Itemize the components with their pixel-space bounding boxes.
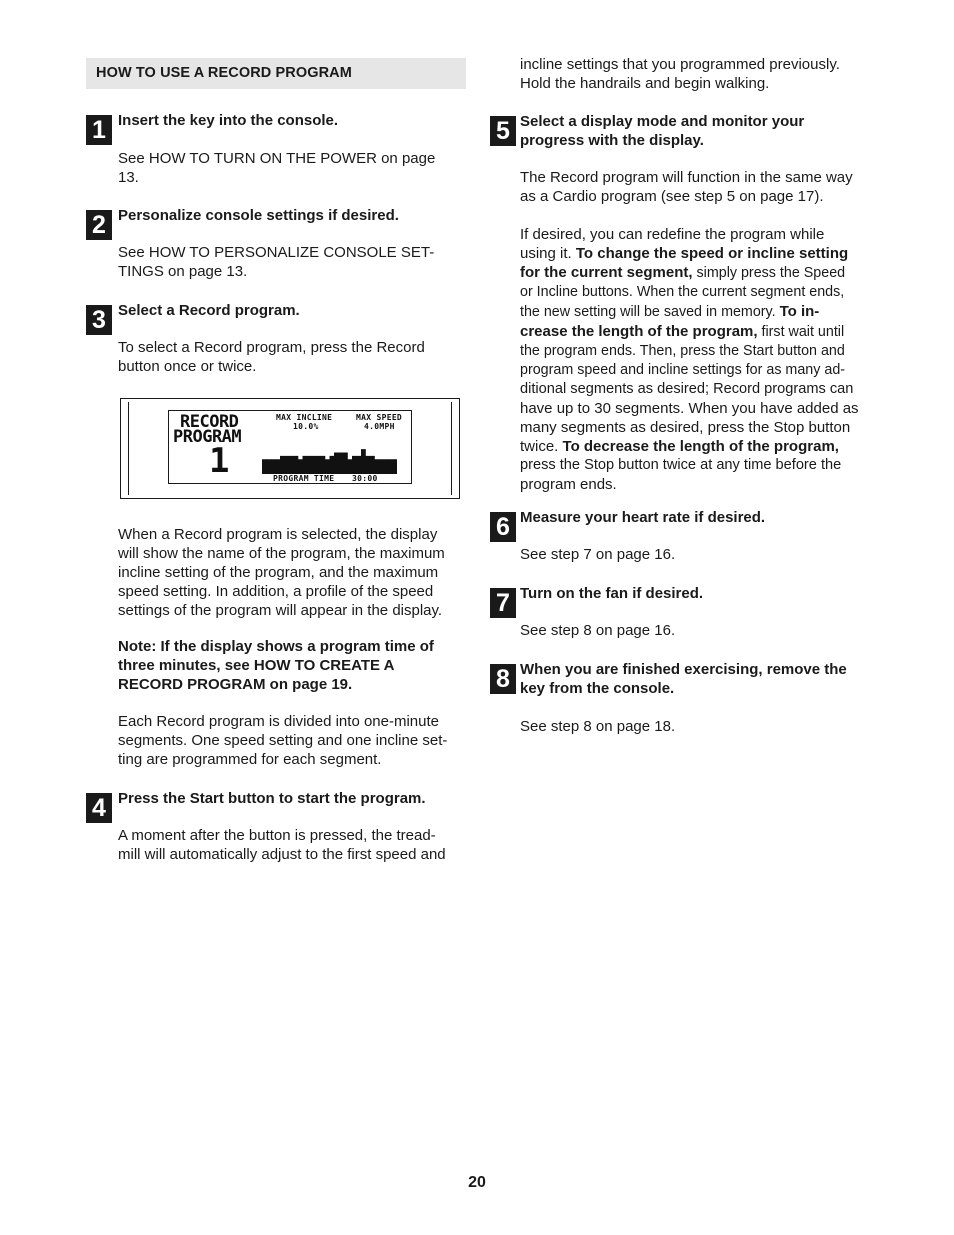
profile-bar <box>379 459 384 474</box>
lcd-title-line1: RECORD <box>180 412 239 432</box>
note-line: RECORD PROGRAM on page 19. <box>118 676 353 693</box>
step-4 <box>118 789 468 864</box>
display-description <box>118 525 468 620</box>
paragraph-line: settings of the program will appear in the display. <box>118 602 443 619</box>
emphasis-run: To in- <box>779 303 820 320</box>
step-4-continued <box>520 55 870 93</box>
step-5-heading-line: Select a display mode and monitor your <box>520 113 805 130</box>
lcd-max-speed-value: 4.0MPH <box>364 422 395 431</box>
note-line: three minutes, see HOW TO CREATE A <box>118 657 395 674</box>
step-number-2: 2 <box>86 210 112 240</box>
step-number-3: 3 <box>86 305 112 335</box>
profile-bar <box>298 459 303 474</box>
profile-bar <box>388 459 393 474</box>
step-3 <box>118 301 464 376</box>
profile-bar <box>271 459 276 474</box>
step-number-4: 4 <box>86 793 112 823</box>
step-6-heading: Measure your heart rate if desired. <box>520 509 766 526</box>
step-8-heading-line: key from the console. <box>520 680 675 697</box>
profile-bar <box>316 456 321 474</box>
profile-bar <box>352 456 357 474</box>
paragraph-line: ditional segments as desired; Record programs can <box>520 381 854 397</box>
step-1 <box>118 111 464 187</box>
profile-bar <box>321 456 326 474</box>
page-number: 20 <box>468 1174 486 1191</box>
paragraph-line: If desired, you can redefine the program while <box>520 226 825 243</box>
profile-bar <box>361 449 366 474</box>
step-number-6: 6 <box>490 512 516 542</box>
paragraph-line: program speed and incline settings for as many ad- <box>520 362 846 378</box>
section-title: HOW TO USE A RECORD PROGRAM <box>86 58 466 89</box>
profile-bar <box>312 456 317 474</box>
step-number-8: 8 <box>490 664 516 694</box>
profile-bar <box>280 456 285 474</box>
paragraph-line: incline setting of the program, and the maximum <box>118 564 439 581</box>
profile-bar <box>334 453 339 475</box>
step-number-5: 5 <box>490 116 516 146</box>
paragraph-line: Hold the handrails and begin walking. <box>520 75 770 92</box>
step-1-heading: Insert the key into the console. <box>118 112 339 129</box>
step-3-body-line: To select a Record program, press the Record <box>118 339 425 356</box>
step-5-paragraph-2 <box>520 225 870 494</box>
step-2-body-line: TINGS on page 13. <box>118 263 248 280</box>
paragraph-line: When a Record program is selected, the display <box>118 526 438 543</box>
profile-bar <box>267 459 272 474</box>
paragraph-line <box>520 263 870 283</box>
step-2 <box>118 206 464 281</box>
profile-bar <box>325 459 330 474</box>
step-4-body-line: mill will automatically adjust to the first speed and <box>118 846 446 863</box>
step-7-heading: Turn on the fan if desired. <box>520 585 704 602</box>
step-6 <box>520 508 870 564</box>
text-run: twice. <box>520 438 563 455</box>
text-run: simply press the Speed <box>692 265 846 281</box>
profile-bar <box>370 456 375 474</box>
step-3-heading: Select a Record program. <box>118 302 300 319</box>
step-3-body-line: button once or twice. <box>118 358 257 375</box>
paragraph-line: segments. One speed setting and one incline set- <box>118 732 448 749</box>
step-8-body-line: See step 8 on page 18. <box>520 718 676 735</box>
profile-bar <box>285 456 290 474</box>
profile-bar <box>375 459 380 474</box>
emphasis-run: To decrease the length of the program, <box>562 438 839 455</box>
step-2-heading: Personalize console settings if desired. <box>118 207 399 224</box>
step-4-body-line: A moment after the button is pressed, the tread- <box>118 827 436 844</box>
step-5 <box>520 112 870 150</box>
profile-bar <box>294 456 299 474</box>
step-1-body-line: See HOW TO TURN ON THE POWER on page <box>118 150 436 167</box>
step-8-heading-line: When you are finished exercising, remove the <box>520 661 847 678</box>
console-display-illustration <box>120 398 460 499</box>
paragraph-line: or Incline buttons. When the current segment ends, <box>520 284 845 300</box>
step-6-body-line: See step 7 on page 16. <box>520 546 676 563</box>
profile-bar <box>393 459 398 474</box>
lcd-program-time-label: PROGRAM TIME <box>273 474 335 483</box>
step-5-paragraph-1 <box>520 168 870 206</box>
profile-bar <box>339 453 344 475</box>
lcd-max-incline-value: 10.0% <box>293 422 319 431</box>
emphasis-run: crease the length of the program, <box>520 323 758 340</box>
profile-bar <box>289 456 294 474</box>
paragraph-line <box>520 302 870 322</box>
profile-bar <box>384 459 389 474</box>
paragraph-line <box>520 244 870 263</box>
profile-bar <box>307 456 312 474</box>
lcd-title-line2: PROGRAM <box>173 427 242 447</box>
paragraph-line: ting are programmed for each segment. <box>118 751 382 768</box>
paragraph-line: many segments as desired, press the Stop button <box>520 419 851 436</box>
lcd-max-incline-label: MAX INCLINE <box>276 413 333 422</box>
profile-bar <box>276 459 281 474</box>
step-4-heading: Press the Start button to start the program. <box>118 790 426 807</box>
paragraph-line: speed setting. In addition, a profile of the speed <box>118 583 434 600</box>
emphasis-run: To change the speed or incline setting <box>575 245 849 262</box>
step-2-body-line: See HOW TO PERSONALIZE CONSOLE SET- <box>118 244 435 261</box>
profile-bar <box>330 456 335 474</box>
step-5-heading-line: progress with the display. <box>520 132 704 149</box>
lcd-program-number: 1 <box>209 441 230 481</box>
profile-bar <box>366 456 371 474</box>
note-line: Note: If the display shows a program time of <box>118 638 434 655</box>
paragraph-line: will show the name of the program, the maximum <box>118 545 445 562</box>
paragraph-line: have up to 30 segments. When you have added as <box>520 400 859 417</box>
profile-bar <box>303 456 308 474</box>
step-number-1: 1 <box>86 115 112 145</box>
paragraph-line: as a Cardio program (see step 5 on page 17). <box>520 188 824 205</box>
profile-bar <box>357 456 362 474</box>
lcd-program-time-value: 30:00 <box>352 474 378 483</box>
paragraph-line <box>520 437 870 456</box>
paragraph-line: program ends. <box>520 476 617 493</box>
step-7 <box>520 584 870 640</box>
paragraph-line: press the Stop button twice at any time before the <box>520 457 842 473</box>
step-8 <box>520 660 870 736</box>
paragraph-line: the program ends. Then, press the Start button and <box>520 343 845 359</box>
text-run: the new setting will be saved in memory. <box>520 304 780 320</box>
step-7-body-line: See step 8 on page 16. <box>520 622 676 639</box>
paragraph-line <box>520 322 870 342</box>
segments-description <box>118 712 468 769</box>
lcd-max-speed-label: MAX SPEED <box>356 413 403 422</box>
speed-profile-graph <box>262 447 397 474</box>
emphasis-run: for the current segment, <box>520 264 693 281</box>
lcd-screen <box>168 410 412 484</box>
profile-bar <box>262 459 267 474</box>
profile-bar <box>343 453 348 475</box>
profile-bar <box>348 459 353 474</box>
note <box>118 637 468 694</box>
paragraph-line: incline settings that you programmed previously. <box>520 56 840 73</box>
paragraph-line: The Record program will function in the same way <box>520 169 853 186</box>
text-run: using it. <box>520 245 576 262</box>
step-1-body-line: 13. <box>118 169 139 186</box>
text-run: first wait until <box>757 324 845 340</box>
paragraph-line: Each Record program is divided into one-minute <box>118 713 439 730</box>
step-number-7: 7 <box>490 588 516 618</box>
